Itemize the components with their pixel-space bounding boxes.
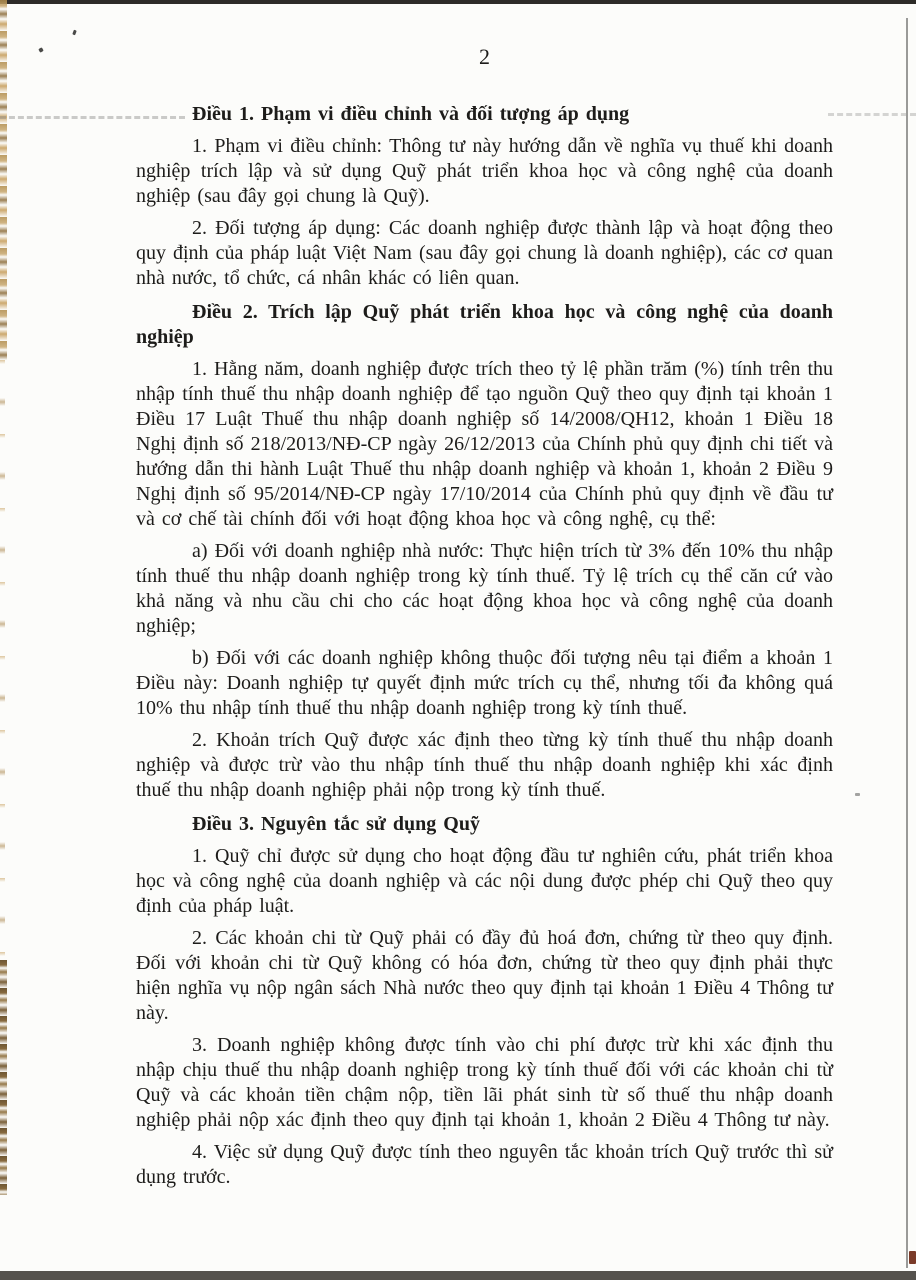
article-1-heading: Điều 1. Phạm vi điều chỉnh và đối tượng áp dụng xyxy=(192,103,630,125)
scan-artifact-dashed-line-right xyxy=(828,113,916,116)
article-2-clause-2: 2. Khoản trích Quỹ được xác định theo từng kỳ tính thuế thu nhập doanh nghiệp và được trừ vào thu nhập tính thuế thu nhập doanh nghiệp khi xác định thuế thu nhập doanh nghiệp phải nộp trong kỳ tính thuế. xyxy=(136,729,833,801)
article-2-clause-1-point-b: b) Đối với các doanh nghiệp không thuộc đối tượng nêu tại điểm a khoản 1 Điều này: Doanh nghiệp tự quyết định mức trích cụ thể, nhưng tối đa không quá 10% thu nhập tính thuế thu nhập doanh nghiệp trong kỳ tính thuế. xyxy=(136,647,833,719)
binding-residue-strip-top xyxy=(0,0,7,360)
scan-speck xyxy=(72,30,77,36)
binding-residue-strip-middle xyxy=(0,360,5,960)
article-1-clause-2: 2. Đối tượng áp dụng: Các doanh nghiệp được thành lập và hoạt động theo quy định của pháp luật Việt Nam (sau đây gọi chung là doanh nghiệp), các cơ quan nhà nước, tổ chức, cá nhân khác có liên quan. xyxy=(136,217,833,289)
page-number: 2 xyxy=(479,44,490,69)
scan-speck xyxy=(855,793,860,796)
article-2-clause-1: 1. Hằng năm, doanh nghiệp được trích theo tỷ lệ phần trăm (%) tính trên thu nhập tính thuế thu nhập doanh nghiệp để tạo nguồn Quỹ theo quy định tại khoản 1 Điều 17 Luật Thuế thu nhập doanh nghiệp số 14/2008/QH12, khoản 1 Điều 18 Nghị định số 218/2013/NĐ-CP ngày 26/12/2013 của Chính phủ quy định chi tiết và hướng dẫn thi hành Luật Thuế thu nhập doanh nghiệp và khoản 1, khoản 2 Điều 9 Nghị định số 95/2014/NĐ-CP ngày 17/10/2014 của Chính phủ quy định về đầu tư và cơ chế tài chính đối với hoạt động khoa học và công nghệ, cụ thể: xyxy=(136,358,833,530)
binding-residue-strip-bottom xyxy=(0,960,7,1195)
article-3-clause-4: 4. Việc sử dụng Quỹ được tính theo nguyên tắc khoản trích Quỹ trước thì sử dụng trước. xyxy=(136,1141,833,1188)
article-2-heading: Điều 2. Trích lập Quỹ phát triển khoa học và công nghệ của doanh nghiệp xyxy=(136,301,833,348)
document-text-block xyxy=(136,44,833,1197)
scan-edge-bottom-bar xyxy=(0,1271,916,1280)
scan-edge-right-line xyxy=(906,18,908,1268)
article-3-clause-1: 1. Quỹ chỉ được sử dụng cho hoạt động đầu tư nghiên cứu, phát triển khoa học và công nghệ của doanh nghiệp và các nội dung được phép chi Quỹ theo quy định của pháp luật. xyxy=(136,845,833,917)
scan-edge-top-bar xyxy=(0,0,916,4)
article-3-heading: Điều 3. Nguyên tắc sử dụng Quỹ xyxy=(192,813,480,835)
scan-speck xyxy=(909,1251,916,1264)
article-3-clause-2: 2. Các khoản chi từ Quỹ phải có đầy đủ hoá đơn, chứng từ theo quy định. Đối với khoản chi từ Quỹ không có hóa đơn, chứng từ theo quy định phải thực hiện nghĩa vụ nộp ngân sách Nhà nước theo quy định tại khoản 1 Điều 4 Thông tư này. xyxy=(136,927,833,1024)
article-3-clause-3: 3. Doanh nghiệp không được tính vào chi phí được trừ khi xác định thu nhập chịu thuế thu nhập doanh nghiệp trong kỳ tính thuế đối với các khoản chi từ Quỹ và các khoản tiền chậm nộp, tiền lãi phát sinh từ số thuế thu nhập doanh nghiệp phải nộp xác định theo quy định tại khoản 1, khoản 2 Điều 4 Thông tư này. xyxy=(136,1034,833,1131)
scan-speck xyxy=(38,47,43,52)
article-1-clause-1: 1. Phạm vi điều chỉnh: Thông tư này hướng dẫn về nghĩa vụ thuế khi doanh nghiệp trích lập và sử dụng Quỹ phát triển khoa học và công nghệ của doanh nghiệp (sau đây gọi chung là Quỹ). xyxy=(136,135,833,207)
article-2-clause-1-point-a: a) Đối với doanh nghiệp nhà nước: Thực hiện trích từ 3% đến 10% thu nhập tính thuế thu nhập doanh nghiệp trong kỳ tính thuế. Tỷ lệ trích cụ thể căn cứ vào khả năng và nhu cầu chi cho các hoạt động khoa học và công nghệ của doanh nghiệp; xyxy=(136,540,833,637)
